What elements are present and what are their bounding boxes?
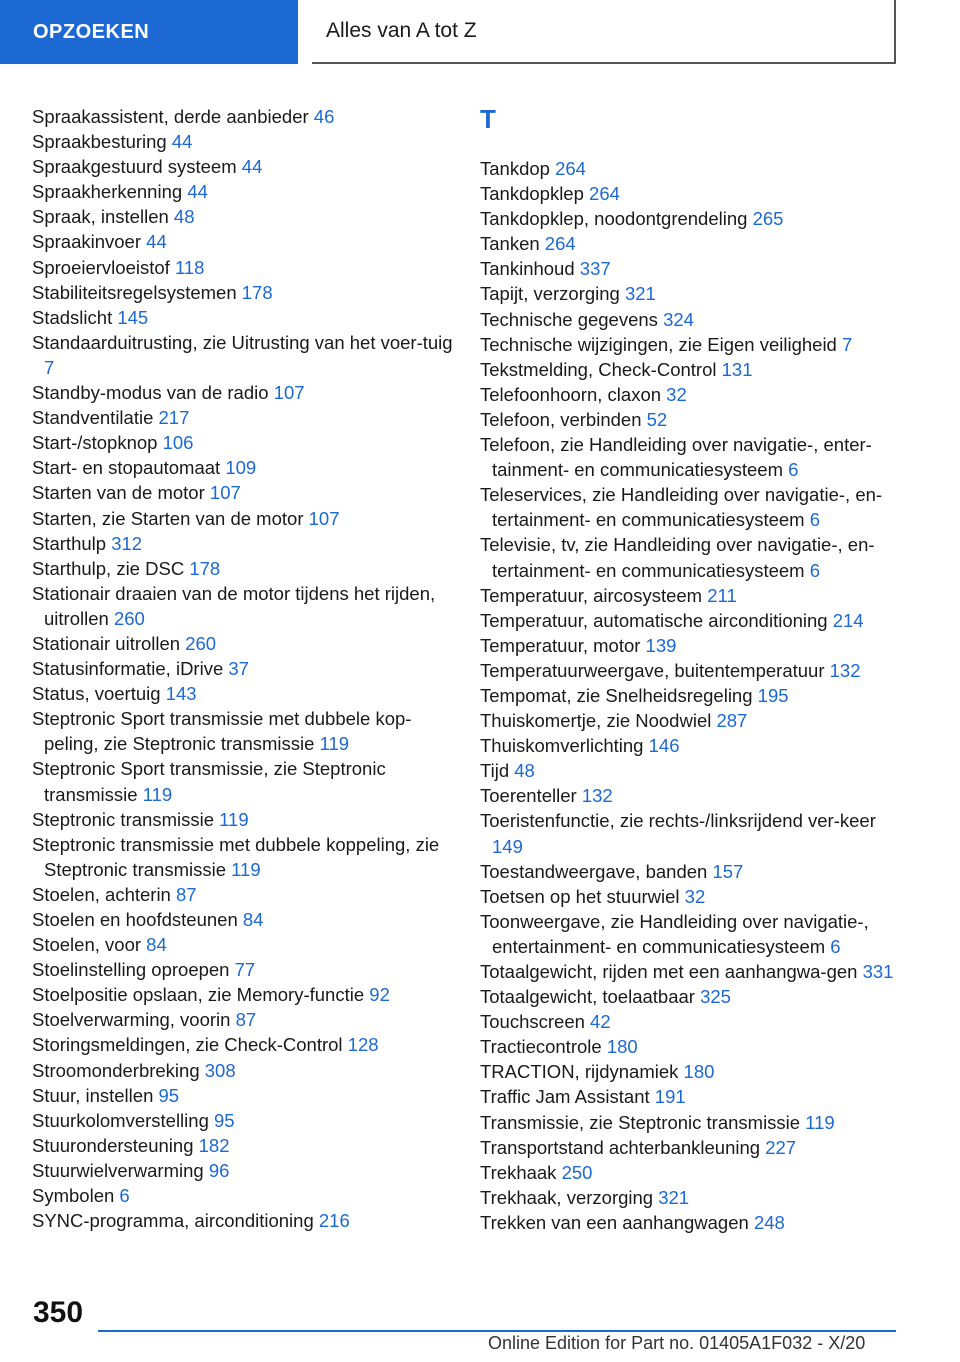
index-entry-page-link[interactable]: 109: [225, 457, 257, 479]
index-entry-page-link[interactable]: 48: [173, 206, 195, 228]
index-entry-page-link[interactable]: 119: [805, 1111, 835, 1133]
index-entry-term: Telefoonhoorn, claxon: [480, 383, 662, 405]
index-entry: [32, 104, 457, 129]
index-entry: [32, 932, 457, 957]
index-entry-page-link[interactable]: 321: [658, 1186, 690, 1208]
index-entry-page-link[interactable]: 178: [189, 557, 221, 579]
index-entry-page-link[interactable]: 119: [142, 783, 173, 805]
index-entry: [32, 656, 457, 681]
index-entry: [480, 708, 900, 733]
index-entry-page-link[interactable]: 87: [235, 1009, 257, 1031]
index-entry: [32, 1083, 457, 1108]
index-entry: [32, 556, 457, 581]
index-entry: [480, 733, 900, 758]
index-entry-page-link[interactable]: 128: [347, 1034, 379, 1056]
index-entry-term: Stuur, instellen: [32, 1084, 154, 1106]
index-entry-page-link[interactable]: 131: [721, 358, 753, 380]
index-entry: [480, 156, 900, 181]
index-entry: [480, 407, 900, 432]
index-entry: [32, 706, 457, 756]
index-entry-page-link[interactable]: 7: [842, 333, 853, 355]
index-entry: [480, 1034, 900, 1059]
index-entry-term: Toestandweergave, banden: [480, 860, 708, 882]
index-entry: [480, 332, 900, 357]
index-entry-page-link[interactable]: 77: [234, 959, 256, 981]
index-entry-page-link[interactable]: 180: [683, 1061, 715, 1083]
index-entry-page-link[interactable]: 180: [606, 1036, 638, 1058]
index-entry-term: Telefoon, zie Handleiding over navigatie-, enter-tainment- en communicatiesysteem: [480, 434, 872, 481]
index-entry-term: Stuurkolomverstelling: [32, 1109, 209, 1131]
index-entry-term: Transportstand achterbankleuning: [480, 1136, 761, 1158]
index-entry-term: Totaalgewicht, rijden met een aanhangwa-gen: [480, 961, 858, 982]
section-label: OPZOEKEN: [33, 20, 150, 43]
index-entry-page-link[interactable]: 6: [119, 1185, 130, 1207]
index-entry: [480, 382, 900, 407]
index-letter-heading: T: [480, 104, 496, 134]
index-entry-term: Tapijt, verzorging: [480, 283, 620, 305]
footer-edition-text: Online Edition for Part no. 01405A1F032 - X/20: [488, 1333, 866, 1353]
index-entry-page-link[interactable]: 211: [707, 584, 737, 606]
index-entry-term: Storingsmeldingen, zie Check-Control: [32, 1034, 343, 1056]
index-entry: [32, 1032, 457, 1057]
index-entry-page-link[interactable]: 178: [241, 281, 273, 303]
index-entry-term: Statusinformatie, iDrive: [32, 658, 224, 680]
index-entry-term: Technische gegevens: [480, 308, 658, 330]
index-entry: [32, 179, 457, 204]
index-entry: [480, 984, 900, 1009]
index-entry: [480, 432, 900, 482]
header-title-text: Alles van A tot Z: [326, 19, 477, 42]
index-entry: [32, 681, 457, 706]
index-entry: [32, 832, 457, 882]
index-entry-page-link[interactable]: 52: [646, 408, 668, 430]
index-entry-term: SYNC-programma, airconditioning: [32, 1210, 314, 1232]
index-entry-term: Standby-modus van de radio: [32, 382, 269, 404]
index-entry-term: Thuiskomverlichting: [480, 735, 644, 757]
index-entry-term: Spraakbesturing: [32, 131, 167, 153]
index-entry: [480, 959, 900, 984]
index-entry: [480, 583, 900, 608]
index-entry: [32, 229, 457, 254]
footer-rule: [98, 1330, 896, 1332]
index-entry-page-link[interactable]: 6: [809, 559, 821, 581]
index-entry-term: Spraakherkenning: [32, 181, 183, 203]
index-entry-term: Tijd: [480, 760, 510, 782]
index-entry-term: Standaarduitrusting, zie Uitrusting van het voer-tuig: [32, 331, 453, 353]
index-entry: [32, 204, 457, 229]
index-entry: [32, 1183, 457, 1208]
index-entry-page-link[interactable]: 107: [308, 507, 340, 529]
index-entry: [32, 255, 457, 280]
index-entry-term: Stoelen, voor: [32, 934, 142, 956]
page-number: 350: [33, 1296, 84, 1329]
index-entry-page-link[interactable]: 145: [117, 306, 149, 328]
index-entry-term: Stabiliteitsregelsystemen: [32, 281, 237, 303]
index-entry-term: Tekstmelding, Check-Control: [480, 358, 717, 380]
index-entry-page-link[interactable]: 312: [111, 532, 143, 554]
index-entry: [480, 884, 900, 909]
index-entry: [32, 1108, 457, 1133]
index-entry-term: Totaalgewicht, toelaatbaar: [480, 986, 695, 1008]
index-entry-term: Tempomat, zie Snelheidsregeling: [480, 684, 753, 706]
index-entry-page-link[interactable]: 48: [514, 760, 535, 782]
index-entry-term: Temperatuurweergave, buitentemperatuur: [480, 659, 825, 681]
index-entry-term: Toonweergave, zie Handleiding over navigatie-, entertainment- en communicatiesysteem: [480, 910, 869, 957]
index-entry-term: Touchscreen: [480, 1011, 585, 1033]
index-entry-page-link[interactable]: 227: [765, 1136, 797, 1158]
index-entry-page-link[interactable]: 260: [185, 632, 217, 654]
index-entry-page-link[interactable]: 6: [788, 459, 799, 481]
index-entry-page-link[interactable]: 264: [555, 158, 586, 179]
index-entry-term: Trekhaak: [480, 1161, 557, 1183]
index-entry-term: Stuurondersteuning: [32, 1134, 194, 1156]
index-entry-page-link[interactable]: 44: [146, 231, 167, 253]
index-entry-page-link[interactable]: 95: [214, 1109, 235, 1131]
index-entry: [32, 506, 457, 531]
index-entry-term: Steptronic transmissie: [32, 808, 214, 830]
index-entry: [480, 658, 900, 683]
index-entry-page-link[interactable]: 87: [175, 883, 197, 905]
index-entry-page-link[interactable]: 46: [313, 106, 335, 127]
index-entry-page-link[interactable]: 132: [581, 785, 613, 807]
index-entry-term: Toerenteller: [480, 785, 577, 807]
index-entry-page-link[interactable]: 118: [174, 256, 205, 278]
index-entry: [32, 531, 457, 556]
index-entry-term: Toeristenfunctie, zie rechts-/linksrijdend ver-keer: [480, 810, 876, 832]
index-entry-term: Tankdop: [480, 158, 550, 179]
index-entry-term: Stationair draaien van de motor tijdens het rijden, uitrollen: [32, 582, 436, 629]
index-entry-page-link[interactable]: 146: [648, 735, 680, 757]
index-entry: [480, 307, 900, 332]
index-entry-term: Stoelen en hoofdsteunen: [32, 909, 238, 930]
index-entry-term: Stadslicht: [32, 306, 113, 328]
index-entry-page-link[interactable]: 149: [492, 835, 523, 857]
index-entry: [32, 1133, 457, 1158]
index-entry: [32, 631, 457, 656]
index-entry-page-link[interactable]: 250: [561, 1161, 593, 1183]
index-entry: [480, 357, 900, 382]
index-entry-page-link[interactable]: 6: [809, 509, 821, 531]
index-entry-term: Spraakassistent, derde aanbieder: [32, 106, 309, 127]
index-entry-term: Stoelinstelling oproepen: [32, 959, 230, 981]
index-entry-page-link[interactable]: 119: [319, 733, 350, 755]
index-entry: [32, 430, 457, 455]
index-entry-term: Stoelpositie opslaan, zie Memory-functie: [32, 984, 365, 1006]
index-entry-term: Stationair uitrollen: [32, 632, 181, 654]
index-entry-term: Steptronic Sport transmissie met dubbele kop-peling, zie Steptronic transmissie: [32, 708, 412, 755]
index-entry: [32, 982, 457, 1007]
index-entry-page-link[interactable]: 331: [862, 961, 894, 982]
index-entry-term: Technische wijzigingen, zie Eigen veiligheid: [480, 333, 837, 355]
index-entry: [480, 1059, 900, 1084]
index-entry-term: Starthulp, zie DSC: [32, 557, 185, 579]
index-entry-page-link[interactable]: 260: [113, 607, 145, 629]
index-entry: [32, 756, 457, 806]
index-entry-term: Televisie, tv, zie Handleiding over navigatie-, en-tertainment- en communicatiesysteem: [480, 534, 875, 581]
index-entry: [32, 455, 457, 480]
index-entry-term: Toetsen op het stuurwiel: [480, 885, 680, 907]
index-entry-term: Tankinhoud: [480, 258, 575, 280]
index-entry: [480, 181, 900, 206]
index-entry-term: Tanken: [480, 233, 540, 255]
index-entry-term: Starthulp: [32, 532, 107, 554]
index-entry: [32, 957, 457, 982]
index-entry-page-link[interactable]: 325: [700, 986, 731, 1008]
page-header-title: [312, 0, 896, 64]
index-entry-term: Trekhaak, verzorging: [480, 1186, 654, 1208]
index-column-right: [480, 104, 900, 1235]
index-entry: [32, 330, 457, 380]
index-entry-page-link[interactable]: 37: [228, 658, 249, 680]
index-entry-page-link[interactable]: 337: [579, 258, 611, 280]
index-entry: [480, 783, 900, 808]
index-entry-page-link[interactable]: 96: [208, 1159, 230, 1181]
index-entry-term: Stuurwielverwarming: [32, 1159, 204, 1181]
index-entry-term: Status, voertuig: [32, 683, 161, 705]
index-entry-page-link[interactable]: 32: [666, 383, 687, 405]
index-entry: [32, 807, 457, 832]
index-entry-term: Spraak, instellen: [32, 206, 169, 228]
index-entry: [480, 1160, 900, 1185]
index-entry-term: Transmissie, zie Steptronic transmissie: [480, 1111, 801, 1133]
index-entry-page-link[interactable]: 95: [158, 1084, 180, 1106]
index-entry-term: Symbolen: [32, 1185, 115, 1207]
index-entry-term: Stroomonderbreking: [32, 1059, 200, 1081]
index-entry-page-link[interactable]: 248: [753, 1211, 785, 1233]
index-entry-term: Start- en stopautomaat: [32, 457, 221, 479]
index-entry: [480, 1135, 900, 1160]
index-entry: [32, 907, 457, 932]
index-entry: [32, 129, 457, 154]
index-entry-page-link[interactable]: 264: [589, 183, 620, 205]
index-entry-page-link[interactable]: 191: [654, 1086, 686, 1108]
index-entry: [480, 532, 900, 582]
index-entry-page-link[interactable]: 119: [219, 808, 249, 830]
index-entry-page-link[interactable]: 44: [187, 181, 208, 203]
index-entry-term: Tankdopklep, noodontgrendeling: [480, 208, 748, 230]
index-entry-page-link[interactable]: 132: [829, 659, 861, 681]
index-entry-page-link[interactable]: 92: [369, 984, 390, 1006]
index-entry-term: Spraakgestuurd systeem: [32, 156, 237, 178]
index-entry-term: Temperatuur, motor: [480, 634, 641, 656]
index-entry-term: Stoelverwarming, voorin: [32, 1009, 231, 1031]
index-entry-page-link[interactable]: 265: [752, 208, 784, 230]
index-entry-page-link[interactable]: 84: [146, 934, 167, 956]
index-entry-term: TRACTION, rijdynamiek: [480, 1061, 679, 1083]
index-entry: [480, 683, 900, 708]
index-entry-page-link[interactable]: 216: [318, 1210, 350, 1232]
index-entry: [480, 608, 900, 633]
index-entry-term: Starten van de motor: [32, 482, 205, 504]
index-entry: [32, 882, 457, 907]
index-entry: [32, 480, 457, 505]
index-entry-page-link[interactable]: 157: [712, 860, 744, 882]
index-entry: [480, 1009, 900, 1034]
index-entry-page-link[interactable]: 44: [171, 131, 193, 153]
index-entry-term: Traffic Jam Assistant: [480, 1086, 650, 1108]
index-entry-term: Starten, zie Starten van de motor: [32, 507, 304, 529]
index-entry-page-link[interactable]: 287: [716, 710, 748, 732]
index-entry-page-link[interactable]: 106: [162, 432, 194, 454]
index-entry: [32, 380, 457, 405]
index-entry: [480, 231, 900, 256]
index-entry-term: Standventilatie: [32, 407, 154, 429]
index-entry-term: Temperatuur, automatische airconditioning: [480, 609, 828, 631]
index-entry-term: Stoelen, achterin: [32, 883, 171, 905]
index-entry: [480, 909, 900, 959]
index-entry-page-link[interactable]: 195: [757, 684, 789, 706]
index-entry-page-link[interactable]: 214: [832, 609, 864, 631]
index-entry-page-link[interactable]: 139: [645, 634, 677, 656]
index-entry-term: Telefoon, verbinden: [480, 408, 642, 430]
index-entry-page-link[interactable]: 84: [242, 909, 264, 930]
index-entry-page-link[interactable]: 32: [684, 885, 706, 907]
index-entry-page-link[interactable]: 7: [44, 356, 55, 378]
index-column-left: [32, 104, 457, 1233]
index-entry-term: Spraakinvoer: [32, 231, 142, 253]
index-entry: [480, 758, 900, 783]
index-entry: [480, 1110, 900, 1135]
index-entry-page-link[interactable]: 44: [241, 156, 263, 178]
index-entry-page-link[interactable]: 107: [209, 482, 241, 504]
index-entry-page-link[interactable]: 42: [590, 1011, 611, 1033]
index-entry: [480, 1185, 900, 1210]
index-entry-term: Trekken van een aanhangwagen: [480, 1211, 749, 1233]
index-entry: [480, 859, 900, 884]
index-entry-page-link[interactable]: 107: [273, 382, 305, 404]
index-entry-page-link[interactable]: 6: [830, 935, 841, 957]
index-entry: [32, 1208, 457, 1233]
index-entry-term: Steptronic Sport transmissie, zie Steptronic transmissie: [32, 758, 386, 805]
index-entry: [480, 633, 900, 658]
index-entry: [32, 1007, 457, 1032]
index-entry-page-link[interactable]: 217: [158, 407, 190, 429]
index-entry-page-link[interactable]: 321: [624, 283, 656, 305]
index-entry: [32, 405, 457, 430]
index-entry-term: Tankdopklep: [480, 183, 584, 205]
index-entry: [480, 281, 900, 306]
index-entry-term: Teleservices, zie Handleiding over navigatie-, en-tertainment- en communicatiesysteem: [480, 484, 883, 531]
index-entry-term: Tractiecontrole: [480, 1036, 602, 1058]
index-entry-term: Sproeiervloeistof: [32, 256, 170, 278]
index-entry: [480, 1084, 900, 1109]
index-entry-page-link[interactable]: 308: [204, 1059, 236, 1081]
index-entry: [32, 581, 457, 631]
index-entries-right: [480, 156, 900, 1235]
index-entry-term: Thuiskomertje, zie Noodwiel: [480, 710, 712, 732]
index-entry-term: Steptronic transmissie met dubbele koppeling, zie Steptronic transmissie: [32, 833, 440, 880]
index-entry-page-link[interactable]: 324: [663, 308, 694, 330]
index-entry-term: Start-/stopknop: [32, 432, 158, 454]
index-entry: [480, 256, 900, 281]
section-tab: [0, 0, 298, 64]
index-entry: [32, 1158, 457, 1183]
index-entry: [32, 305, 457, 330]
index-entry-page-link[interactable]: 119: [231, 858, 261, 880]
index-entry: [32, 280, 457, 305]
index-entry-page-link[interactable]: 264: [544, 233, 576, 255]
index-entry-page-link[interactable]: 143: [165, 683, 197, 705]
index-entry: [32, 1058, 457, 1083]
index-entry: [32, 154, 457, 179]
index-entry: [480, 1210, 900, 1235]
index-entry: [480, 808, 900, 858]
index-entry: [480, 206, 900, 231]
index-entry-page-link[interactable]: 182: [198, 1134, 230, 1156]
index-entry-term: Temperatuur, aircosysteem: [480, 584, 703, 606]
index-entry: [480, 482, 900, 532]
